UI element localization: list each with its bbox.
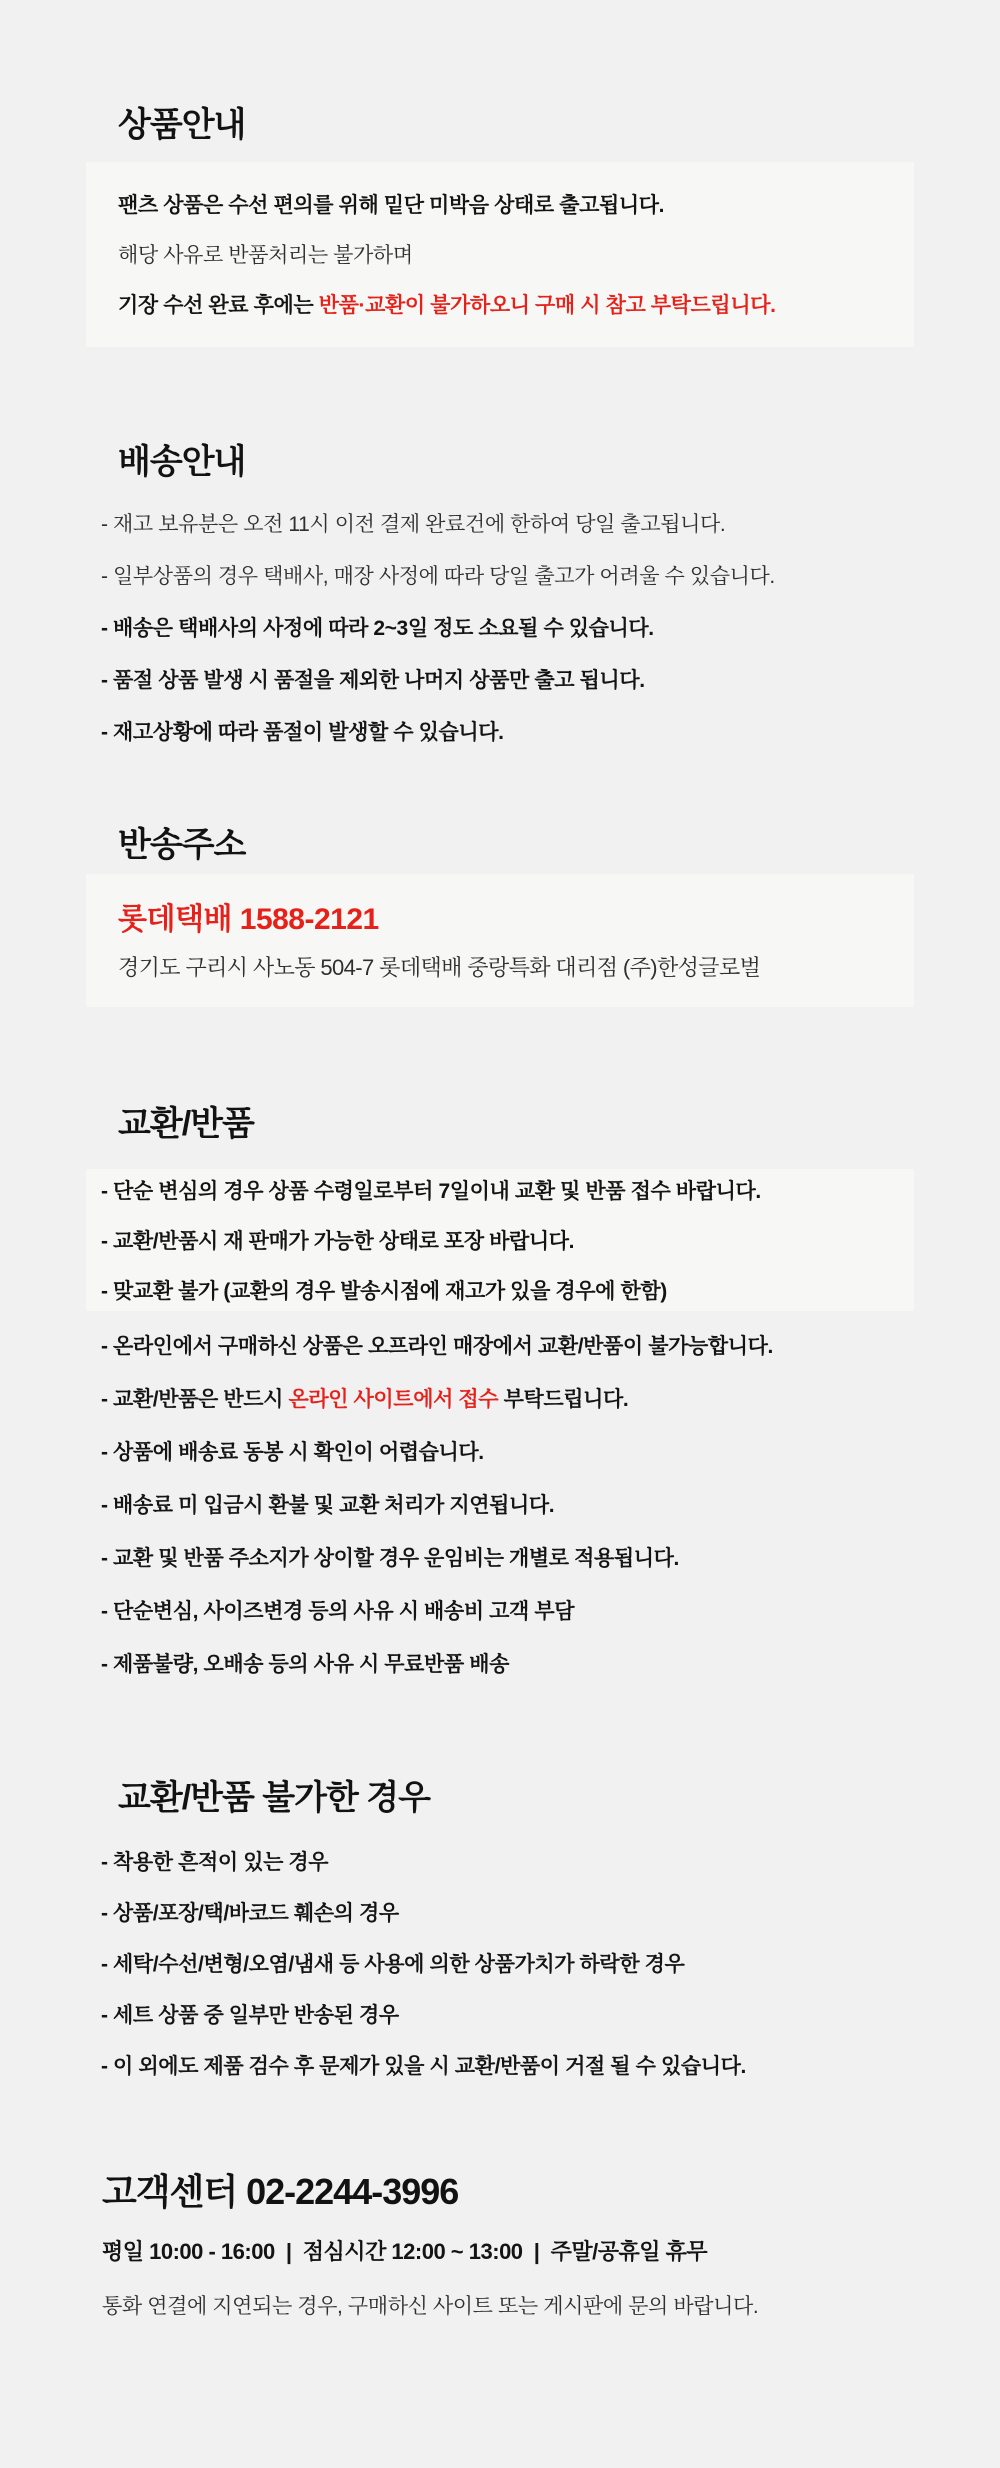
text-segment: 단순변심, 사이즈변경 등의 사유 시 배송비 고객 부담 [113,1600,575,1623]
exchange-item [101,1336,1000,1358]
section-shipping-info [0,443,1000,744]
shipping-item [101,670,1000,692]
exchange-item [101,1181,894,1203]
exchange-return-box [86,1169,914,1311]
exchange-item [101,1601,1000,1623]
section-no-exchange-cases [0,1779,1000,2078]
bullet-dash: - [101,1653,114,1676]
highlight-red-text: 반품·교환이 불가하오니 구매 시 참고 부탁드립니다. [318,294,776,317]
section-customer-center [0,2170,1000,2319]
text-segment: 기장 수선 완료 후에는 [118,294,319,317]
courier-phone: 롯데택배 1588-2121 [118,903,379,936]
text-segment: 일부상품의 경우 택배사, 매장 사정에 따라 당일 출고가 어려울 수 있습니다. [113,565,775,588]
bullet-dash: - [101,1388,114,1411]
text-segment: 교환 및 반품 주소지가 상이할 경우 운임비는 개별로 적용됩니다. [113,1547,679,1570]
product-notice-title: 상품안내 [118,106,246,144]
shipping-info-title: 배송안내 [118,443,246,481]
text-segment: 교환/반품은 반드시 [113,1388,289,1411]
text-segment: 팬츠 상품은 수선 편의를 위해 밑단 미박음 상태로 출고됩니다. [118,194,665,217]
return-address-box [86,874,914,1007]
text-segment: 세트 상품 중 일부만 반송된 경우 [113,2004,399,2027]
no-exchange-item [101,2056,1000,2078]
text-segment: 제품불량, 오배송 등의 사유 시 무료반품 배송 [113,1653,510,1676]
text-segment: 교환/반품시 재 판매가 가능한 상태로 포장 바랍니다. [113,1230,575,1253]
exchange-return-list [0,1336,1000,1676]
bullet-dash: - [101,1902,114,1925]
shipping-item [101,514,1000,536]
no-exchange-item [101,1852,1000,1874]
text-segment: 재고 보유분은 오전 11시 이전 결제 완료건에 한하여 당일 출고됩니다. [113,513,726,536]
bullet-dash: - [101,1280,114,1303]
shipping-item [101,722,1000,744]
return-address-title: 반송주소 [118,826,246,864]
text-segment: 온라인에서 구매하신 상품은 오프라인 매장에서 교환/반품이 불가능합니다. [113,1335,773,1358]
bullet-dash: - [101,1230,114,1253]
no-exchange-list [0,1852,1000,2078]
product-notice-box [86,162,914,347]
text-segment: 배송료 미 입금시 환불 및 교환 처리가 지연됩니다. [113,1494,555,1517]
exchange-item [101,1548,1000,1570]
bullet-dash: - [101,1547,114,1570]
bullet-dash: - [101,1851,114,1874]
text-segment: 착용한 흔적이 있는 경우 [113,1851,329,1874]
customer-center-title: 고객센터 02-2244-3996 [102,2171,459,2212]
bullet-dash: - [101,721,114,744]
notice-line [118,195,894,217]
shipping-item [101,618,1000,640]
text-segment: 품절 상품 발생 시 품절을 제외한 나머지 상품만 출고 됩니다. [113,669,645,692]
bullet-dash: - [101,565,114,588]
exchange-item [101,1231,894,1253]
notice-line [118,245,894,267]
shipping-list [0,514,1000,744]
section-return-address [0,826,1000,1007]
customer-center-note: 통화 연결에 지연되는 경우, 구매하신 사이트 또는 게시판에 문의 바랍니다. [102,2295,759,2318]
bullet-dash: - [101,669,114,692]
bullet-dash: - [101,1441,114,1464]
no-exchange-item [101,1903,1000,1925]
bullet-dash: - [101,513,114,536]
bullet-dash: - [101,1600,114,1623]
text-segment: 부탁드립니다. [498,1388,629,1411]
section-exchange-return [0,1105,1000,1676]
text-segment: 상품에 배송료 동봉 시 확인이 어렵습니다. [113,1441,484,1464]
text-segment: 배송은 택배사의 사정에 따라 2~3일 정도 소요될 수 있습니다. [113,617,654,640]
text-segment: 이 외에도 제품 검수 후 문제가 있을 시 교환/반품이 거절 될 수 있습니다. [113,2055,746,2078]
exchange-item [101,1495,1000,1517]
section-product-notice [0,106,1000,347]
return-address-text: 경기도 구리시 사노동 504-7 롯데택배 중랑특화 대리점 (주)한성글로벌 [118,955,761,980]
customer-center-hours: 평일 10:00 - 16:00 | 점심시간 12:00 ~ 13:00 | 주말/공휴일 휴무 [102,2239,708,2264]
shipping-item [101,566,1000,588]
exchange-item [101,1442,1000,1464]
bullet-dash: - [101,1953,114,1976]
no-exchange-item [101,1954,1000,1976]
text-segment: 상품/포장/택/바코드 훼손의 경우 [113,1902,399,1925]
bullet-dash: - [101,617,114,640]
text-segment: 세탁/수선/변형/오염/냄새 등 사용에 의한 상품가치가 하락한 경우 [113,1953,685,1976]
no-exchange-title: 교환/반품 불가한 경우 [118,1779,430,1817]
exchange-return-title: 교환/반품 [118,1105,254,1143]
text-segment: 재고상황에 따라 품절이 발생할 수 있습니다. [113,721,504,744]
notice-line [118,295,894,317]
bullet-dash: - [101,1180,114,1203]
no-exchange-item [101,2005,1000,2027]
exchange-item [101,1281,894,1303]
exchange-item [101,1654,1000,1676]
highlight-red-text: 온라인 사이트에서 접수 [288,1388,499,1411]
bullet-dash: - [101,1494,114,1517]
bullet-dash: - [101,1335,114,1358]
exchange-item [101,1389,1000,1411]
bullet-dash: - [101,2004,114,2027]
text-segment: 단순 변심의 경우 상품 수령일로부터 7일이내 교환 및 반품 접수 바랍니다. [113,1180,761,1203]
text-segment: 해당 사유로 반품처리는 불가하며 [118,244,413,267]
bullet-dash: - [101,2055,114,2078]
text-segment: 맞교환 불가 (교환의 경우 발송시점에 재고가 있을 경우에 한함) [113,1280,667,1303]
